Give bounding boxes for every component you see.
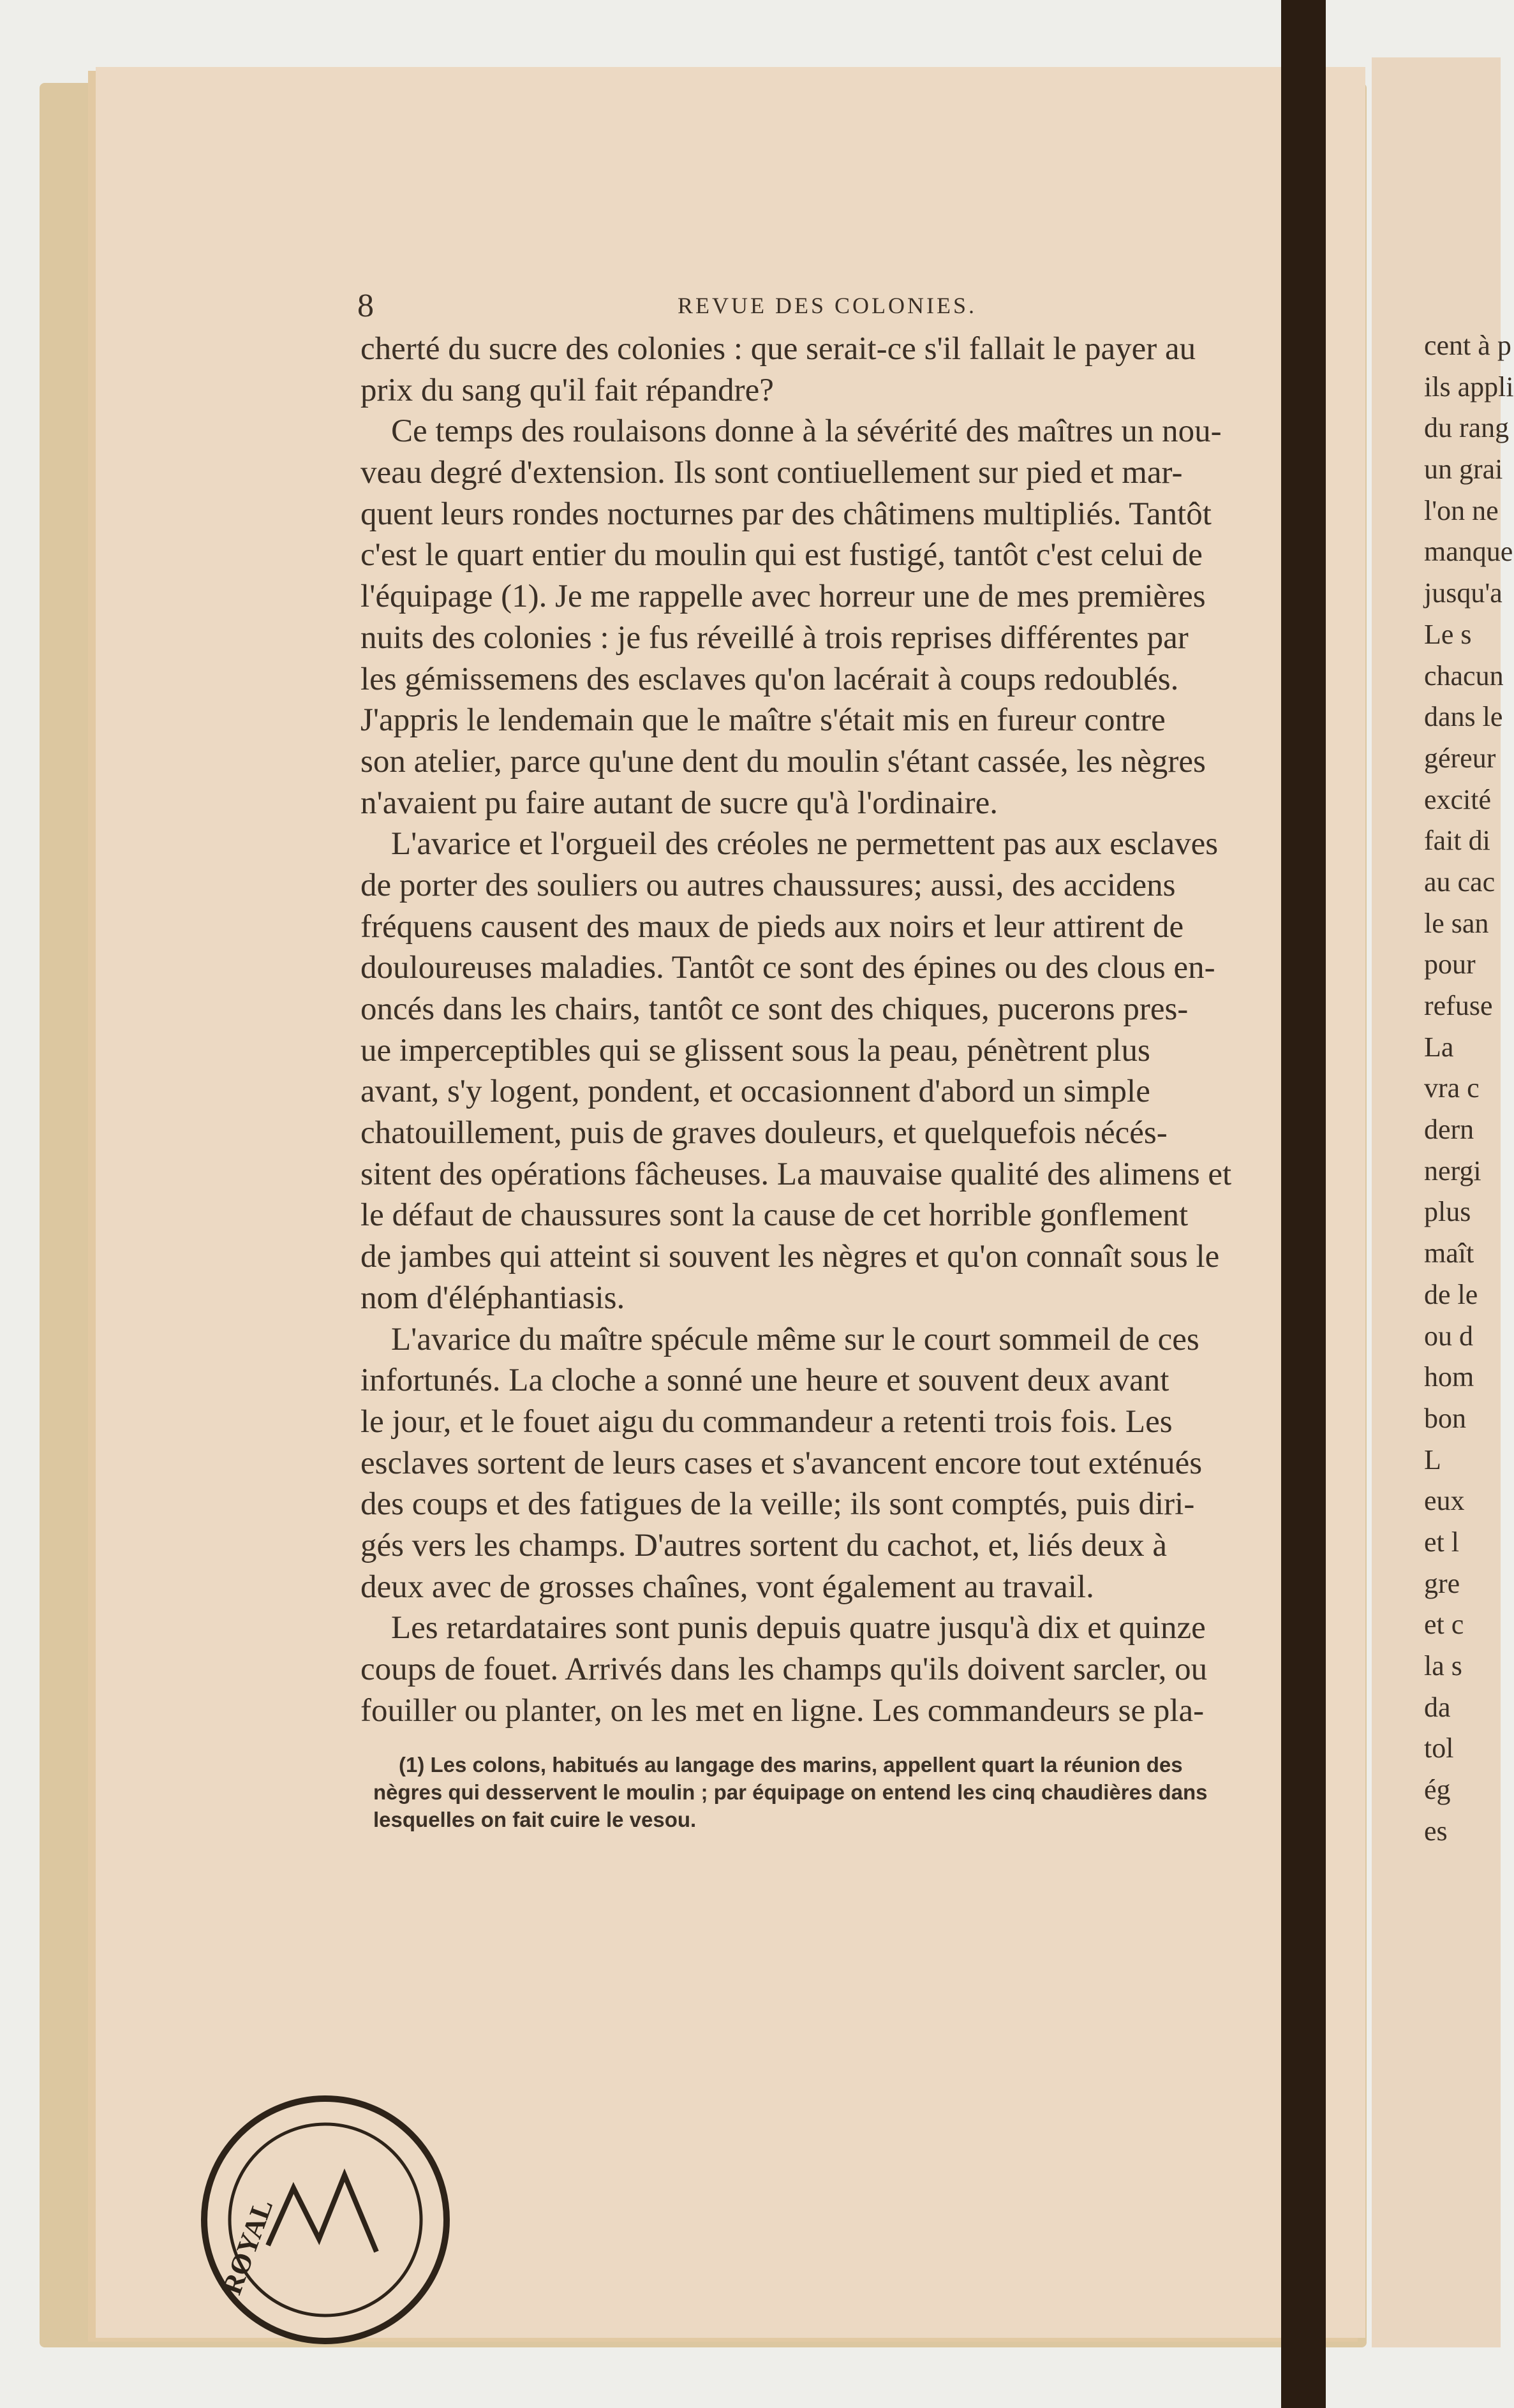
fragment-line: vra c <box>1424 1072 1480 1104</box>
fragment-line: pour <box>1424 949 1476 980</box>
fragment-line: le san <box>1424 907 1489 939</box>
text-line: nuits des colonies : je fus réveillé à trois reprises différentes par <box>360 619 1189 656</box>
fragment-line: eux <box>1424 1485 1465 1517</box>
body-text <box>360 329 1289 1731</box>
text-line: nom d'éléphantiasis. <box>360 1280 625 1316</box>
page-number: 8 <box>357 288 374 324</box>
footnote-line: (1) Les colons, habitués au langage des marins, appellent quart la réunion des <box>399 1753 1183 1776</box>
fragment-line: tol <box>1424 1732 1454 1764</box>
fragment-line: hom <box>1424 1361 1474 1393</box>
fragment-line: maît <box>1424 1237 1474 1269</box>
fragment-line: refuse <box>1424 990 1493 1021</box>
text-line: n'avaient pu faire autant de sucre qu'à l'ordinaire. <box>360 785 998 821</box>
fragment-line: et l <box>1424 1526 1459 1558</box>
fragment-line: l'on ne <box>1424 494 1499 526</box>
fragment-line: ou d <box>1424 1320 1473 1352</box>
text-line: deux avec de grosses chaînes, vont également au travail. <box>360 1569 1094 1605</box>
fragment-line: et c <box>1424 1609 1464 1641</box>
stamp-text: ROYAL <box>216 2195 279 2299</box>
text-line: avant, s'y logent, pondent, et occasionnent d'abord un simple <box>360 1074 1150 1110</box>
text-line: son atelier, parce qu'une dent du moulin s'étant cassée, les nègres <box>360 743 1206 779</box>
text-line: J'appris le lendemain que le maître s'était mis en fureur contre <box>360 702 1166 739</box>
text-line: cherté du sucre des colonies : que serait-ce s'il fallait le payer au <box>360 331 1196 367</box>
fragment-line: gre <box>1424 1567 1460 1599</box>
fragment-line: plus <box>1424 1196 1471 1228</box>
text-line: de jambes qui atteint si souvent les nègres et qu'on connaît sous le <box>360 1239 1220 1275</box>
library-stamp <box>191 2086 459 2354</box>
fragment-line: du rang <box>1424 412 1510 444</box>
fragment-line: dans le <box>1424 701 1503 733</box>
fragment-line: chacun <box>1424 660 1504 691</box>
fragment-line: ils appli <box>1424 371 1514 403</box>
text-line: coups de fouet. Arrivés dans les champs qu'ils doivent sarcler, ou <box>360 1651 1208 1687</box>
fragment-line: bon <box>1424 1402 1466 1434</box>
fragment-line: La <box>1424 1031 1454 1063</box>
fragment-line: géreur <box>1424 742 1496 774</box>
text-line: infortunés. La cloche a sonné une heure et souvent deux avant <box>360 1363 1169 1399</box>
text-line: le défaut de chaussures sont la cause de cet horrible gonflement <box>360 1197 1189 1234</box>
fragment-line: ég <box>1424 1774 1451 1806</box>
text-line: L'avarice et l'orgueil des créoles ne permettent pas aux esclaves <box>391 826 1219 862</box>
text-line: gés vers les champs. D'autres sortent du cachot, et, liés deux à <box>360 1527 1167 1563</box>
running-title: REVUE DES COLONIES. <box>678 293 977 318</box>
text-line: ue imperceptibles qui se glissent sous la peau, pénètrent plus <box>360 1032 1150 1068</box>
text-line: fouiller ou planter, on les met en ligne. Les commandeurs se pla- <box>360 1692 1205 1729</box>
fragment-line: Le s <box>1424 618 1472 650</box>
text-line: des coups et des fatigues de la veille; ils sont comptés, puis diri- <box>360 1486 1195 1523</box>
text-line: fréquens causent des maux de pieds aux noirs et leur attirent de <box>360 908 1184 945</box>
text-line: c'est le quart entier du moulin qui est fustigé, tantôt c'est celui de <box>360 537 1203 573</box>
fragment-line: nergi <box>1424 1155 1481 1186</box>
fragment-line: de le <box>1424 1278 1478 1310</box>
fragment-line: jusqu'a <box>1424 577 1503 609</box>
text-line: douloureuses maladies. Tantôt ce sont des épines ou des clous en- <box>360 950 1215 986</box>
footnote-line: nègres qui desservent le moulin ; par équipage on entend les cinq chaudières dans <box>373 1780 1208 1804</box>
fragment-line: es <box>1424 1815 1448 1847</box>
fragment-line: manque <box>1424 536 1513 568</box>
text-line: le jour, et le fouet aigu du commandeur a retenti trois fois. Les <box>360 1403 1173 1440</box>
text-line: esclaves sortent de leurs cases et s'avancent encore tout exténués <box>360 1445 1203 1481</box>
text-line: les gémissemens des esclaves qu'on lacérait à coups redoublés. <box>360 661 1179 697</box>
text-line: L'avarice du maître spécule même sur le court sommeil de ces <box>391 1321 1199 1357</box>
fragment-line: cent à p <box>1424 330 1511 361</box>
text-line: Ce temps des roulaisons donne à la sévérité des maîtres un nou- <box>391 413 1222 450</box>
text-line: veau degré d'extension. Ils sont contiuellement sur pied et mar- <box>360 455 1183 491</box>
fragment-line: da <box>1424 1691 1451 1723</box>
text-line: l'équipage (1). Je me rappelle avec horreur une de mes premières <box>360 579 1206 615</box>
fragment-line: dern <box>1424 1114 1474 1146</box>
fragment-line: la s <box>1424 1650 1462 1681</box>
footnote-line: lesquelles on fait cuire le vesou. <box>373 1808 697 1831</box>
fragment-line: au cac <box>1424 866 1495 897</box>
text-line: de porter des souliers ou autres chaussures; aussi, des accidens <box>360 867 1176 903</box>
text-line: chatouillement, puis de graves douleurs, et quelquefois nécés- <box>360 1115 1168 1151</box>
fragment-line: fait di <box>1424 825 1490 857</box>
text-line: quent leurs rondes nocturnes par des châtimens multipliés. Tantôt <box>360 496 1212 532</box>
footnote <box>373 1751 1295 1833</box>
right-page-text <box>1424 325 1514 1852</box>
text-line: sitent des opérations fâcheuses. La mauvaise qualité des alimens et <box>360 1156 1232 1192</box>
text-line: Les retardataires sont punis depuis quatre jusqu'à dix et quinze <box>391 1610 1206 1646</box>
fragment-line: un grai <box>1424 454 1503 485</box>
fragment-line: L <box>1424 1444 1441 1475</box>
text-line: prix du sang qu'il fait répandre? <box>360 372 774 408</box>
text-line: oncés dans les chairs, tantôt ce sont des chiques, pucerons pres- <box>360 991 1189 1027</box>
fragment-line: excité <box>1424 783 1492 815</box>
